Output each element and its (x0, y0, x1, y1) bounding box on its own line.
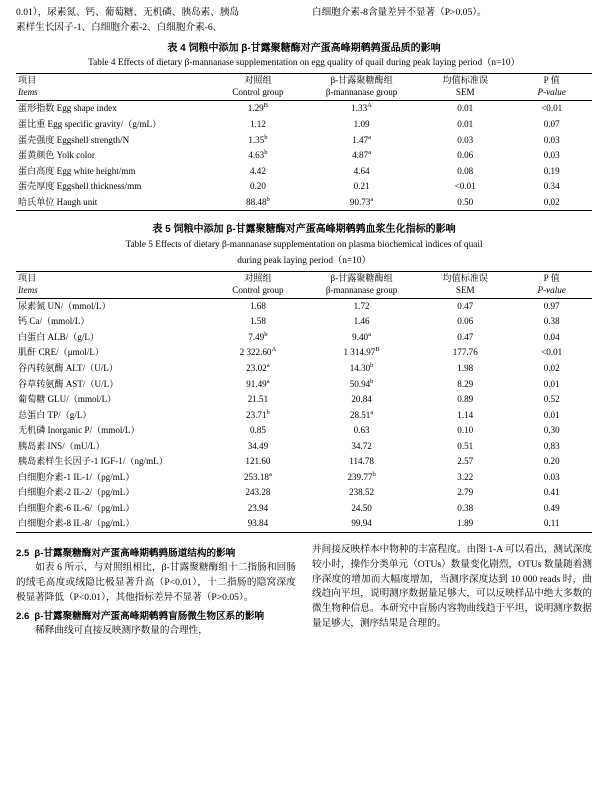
cell-treatment: 1.72 (353, 300, 370, 311)
cell-sem: 177.76 (452, 347, 478, 358)
cell-pvalue: 0.04 (543, 331, 560, 342)
table5-title-en-line2: during peak laying period（n=10） (237, 255, 371, 266)
cell-treatment: 99.94 (351, 518, 372, 529)
table4-block (0, 42, 608, 211)
table5-body (16, 298, 592, 532)
table-row (16, 392, 592, 408)
cell-item: 蛋壳厚度 Eggshell thickness/mm (18, 181, 142, 192)
cell-sem: 0.47 (457, 331, 474, 342)
cell-item: 葡萄糖 GLU/（mmol/L） (18, 394, 117, 405)
cell-treatment: 1.46 (353, 316, 370, 327)
cell-item: 无机磷 Inorganic P/（mmol/L） (18, 425, 140, 436)
cell-sem: 0.06 (457, 316, 474, 327)
cell-treatment: 114.78 (349, 456, 374, 467)
cell-pvalue: 0.52 (543, 394, 560, 405)
cell-treatment: 1.09 (353, 118, 370, 129)
bottom-left-column (16, 543, 296, 639)
cell-sem: 0.01 (457, 103, 474, 114)
table-row (16, 163, 592, 179)
cell-item: 蛋比重 Egg specific gravity/（g/mL） (18, 118, 162, 129)
cell-pvalue: 0.01 (543, 378, 560, 389)
table-row (16, 195, 592, 211)
cell-pvalue: 0.41 (543, 487, 560, 498)
cell-item: 谷丙转氨酶 ALT/（U/L） (18, 362, 118, 373)
cell-control: 253.18$^a$ (243, 470, 272, 482)
cell-treatment: 239.77$^b$ (347, 470, 376, 482)
cell-control: 21.51 (247, 394, 269, 405)
cell-treatment: 4.64 (353, 165, 370, 176)
table4 (16, 73, 592, 211)
cell-control: $1.29^B$ (247, 102, 269, 114)
cell-treatment: 4.87$^a$ (352, 149, 372, 161)
cell-sem: 1.89 (457, 518, 474, 529)
cell-item: 白细胞介素-1 IL-1/（pg/mL） (18, 471, 135, 482)
cell-item: 钙 Ca/（mmol/L） (18, 316, 90, 327)
table4-col-pvalue: P 值 P-value (537, 75, 566, 98)
cell-sem: 2.79 (457, 487, 474, 498)
cell-treatment: 90.73$^a$ (349, 195, 374, 207)
cell-treatment: 1.47$^a$ (352, 133, 372, 145)
cell-sem: 0.38 (457, 502, 474, 513)
table-row (16, 148, 592, 164)
cell-control: 4.42 (249, 165, 266, 176)
bottom-text-block (0, 533, 608, 639)
table5-col-items: 项目 Items (18, 272, 38, 295)
cell-control: 243.28 (245, 487, 271, 498)
table5-col-treatment: β-甘露聚糖酶组 β-mannanase group (325, 272, 398, 295)
table-row (16, 516, 592, 532)
section-2-5-heading (16, 547, 296, 560)
top-text-block (0, 0, 608, 36)
cell-item: 蛋黄颜色 Yolk color (18, 150, 95, 161)
cell-sem: 3.22 (457, 471, 474, 482)
cell-pvalue: 0.38 (543, 316, 560, 327)
table5-header (16, 271, 592, 298)
cell-item: 蛋形指数 Egg shape index (18, 103, 117, 114)
section-2-5-title: β-甘露聚糖酶对产蛋高峰期鹌鹑肠道结构的影响 (34, 547, 236, 559)
cell-control: 93.84 (247, 518, 269, 529)
table-row (16, 101, 592, 117)
cell-pvalue: 0.30 (543, 425, 560, 436)
section-2-6-heading (16, 610, 296, 623)
cell-control: 121.60 (245, 456, 271, 467)
cell-control: 23.02$^a$ (246, 361, 270, 373)
table-row (16, 470, 592, 486)
table-row (16, 485, 592, 501)
cell-pvalue: 0.03 (543, 150, 560, 161)
cell-treatment: 24.50 (351, 502, 372, 513)
cell-pvalue: 0.83 (543, 440, 560, 451)
cell-control: 1.12 (249, 118, 266, 129)
section-2-6-title: β-甘露聚糖酶对产蛋高峰期鹌鹑盲肠微生物区系的影响 (34, 610, 265, 622)
cell-treatment: 50.94$^b$ (349, 377, 374, 389)
cell-sem: 0.03 (457, 134, 474, 145)
top-text-line: 素样生长因子-1、白细胞介素-2、白细胞介素-6、 (16, 21, 223, 33)
cell-sem: 0.08 (457, 165, 474, 176)
cell-item: 白细胞介素-6 IL-6/（pg/mL） (18, 502, 135, 513)
cell-item: 蛋壳强度 Eggshell strength/N (18, 134, 130, 145)
cell-item: 白细胞介素-2 IL-2/（pg/mL） (18, 487, 135, 498)
table4-title-cn: 表 4 饲粮中添加 β-甘露聚糖酶对产蛋高峰期鹌鹑蛋品质的影响 (167, 42, 441, 54)
bottom-right-column (312, 543, 592, 639)
cell-sem: <0.01 (454, 181, 476, 192)
cell-item: 谷草转氨酶 AST/（U/L） (18, 378, 119, 389)
table4-header-row (16, 74, 592, 101)
table-row (16, 361, 592, 377)
table-row (16, 454, 592, 470)
cell-sem: 0.10 (457, 425, 474, 436)
section-2-6-number: 2.6 (16, 610, 30, 622)
cell-treatment: 14.30$^b$ (349, 361, 374, 373)
cell-control: 2 $322.60^A$ (239, 346, 277, 358)
cell-control: 91.49$^a$ (246, 377, 270, 389)
cell-item: 蛋白高度 Egg white height/mm (18, 165, 136, 176)
table5-col-pvalue: P 值 P-value (537, 272, 566, 295)
cell-sem: 0.89 (457, 394, 474, 405)
cell-control: 34.49 (247, 440, 269, 451)
cell-control: 0.85 (249, 425, 266, 436)
cell-treatment: 20.84 (351, 394, 372, 405)
cell-sem: 0.06 (457, 150, 474, 161)
cell-pvalue: <0.01 (541, 347, 563, 358)
table-row (16, 314, 592, 330)
cell-item: 哈氏单位 Haugh unit (18, 196, 98, 207)
table4-body (16, 101, 592, 211)
cell-treatment: 34.72 (351, 440, 372, 451)
table-row (16, 179, 592, 195)
cell-control: 1.58 (249, 316, 266, 327)
table4-col-control: 对照组 Control group (232, 75, 284, 98)
cell-treatment: $1.33^A$ (351, 102, 372, 114)
cell-pvalue: 0.49 (543, 502, 560, 513)
table4-col-sem: 均值标准误 SEM (442, 75, 488, 98)
cell-pvalue: 0.07 (543, 118, 560, 129)
table-row (16, 298, 592, 314)
cell-sem: 1.98 (457, 362, 474, 373)
table-row (16, 407, 592, 423)
section-2-6-body-continued: 并间接反映样本中物种的丰富程度。由图 1-A 可以看出，测试深度较小时，操作分类单元（OTUs）数量变化剧烈，OTUs 数量随着测序深度的增加而大幅度增加，当测序深度达到 10 000 reads 时，曲线趋向平坦，说明测序数据量足够大，可以反映样品中绝大多数的微生物种信息。本研究中盲肠内容物曲线趋于平坦，说明测序数据量足够大，测序结果是合理的。 (312, 543, 592, 630)
cell-item: 胰岛素 INS/（mU/L） (18, 440, 105, 451)
cell-treatment: 9.40$^a$ (352, 330, 372, 342)
cell-sem: 0.47 (457, 300, 474, 311)
cell-pvalue: 0.34 (543, 181, 560, 192)
top-text-line: 白细胞介素-8含量差异不显著（P>0.05）。 (312, 7, 487, 18)
table-row (16, 117, 592, 133)
table-row (16, 439, 592, 455)
table-row (16, 423, 592, 439)
cell-pvalue: 0.19 (543, 165, 560, 176)
top-text-line: 0.01），尿素氮、钙、葡萄糖、无机磷、胰岛素、胰岛 (16, 7, 240, 18)
section-2-6-body: 稀释曲线可直接反映测序数量的合理性， (35, 625, 208, 637)
cell-sem: 0.51 (457, 440, 474, 451)
table5-title-cn: 表 5 饲粮中添加 β-甘露聚糖酶对产蛋高峰期鹌鹑血浆生化指标的影响 (152, 224, 456, 236)
cell-sem: 0.01 (457, 118, 474, 129)
cell-pvalue: 0.97 (543, 300, 560, 311)
section-2-5-body: 如表 6 所示，与对照组相比，β-甘露聚糖酶组十二指肠和回肠的绒毛高度或绒隐比极显著升高（P<0.01），十二指肠的隐窝深度极显著降低（P<0.01），其他指标差异不显著（P>0.05）。 (16, 562, 296, 603)
cell-item: 白蛋白 ALB/（g/L） (18, 331, 100, 342)
cell-pvalue: <0.01 (541, 103, 563, 114)
table-row (16, 132, 592, 148)
table4-col-items: 项目 Items (18, 75, 38, 98)
table4-col-treatment: β-甘露聚糖酶组 β-mannanase group (325, 75, 398, 98)
cell-item: 总蛋白 TP/（g/L） (18, 409, 92, 420)
cell-pvalue: 0.20 (543, 456, 560, 467)
section-2-5-number: 2.5 (16, 547, 30, 559)
top-text-right-column (312, 6, 592, 36)
cell-pvalue: 0.02 (543, 196, 560, 207)
cell-item: 尿素氮 UN/（mmol/L） (18, 300, 111, 311)
cell-control: 1.68 (249, 300, 266, 311)
cell-control: 23.71$^b$ (246, 408, 270, 420)
table-row (16, 376, 592, 392)
cell-item: 肌酐 CRE/（μmol/L） (18, 347, 104, 358)
cell-treatment: 28.51$^a$ (349, 408, 374, 420)
cell-pvalue: 0.01 (543, 409, 560, 420)
cell-sem: 8.29 (457, 378, 474, 389)
cell-sem: 0.50 (457, 196, 474, 207)
cell-item: 胰岛素样生长因子-1 IGF-1/（ng/mL） (18, 456, 168, 467)
cell-pvalue: 0.03 (543, 134, 560, 145)
cell-sem: 2.57 (457, 456, 474, 467)
cell-treatment: 238.52 (349, 487, 375, 498)
table5 (16, 271, 592, 533)
cell-item: 白细胞介素-8 IL-8/（pg/mL） (18, 518, 135, 529)
cell-treatment: 0.21 (353, 181, 370, 192)
table4-header (16, 74, 592, 101)
cell-control: 23.94 (247, 502, 269, 513)
top-text-left-column (16, 6, 296, 36)
cell-control: 7.49$^b$ (248, 330, 268, 342)
cell-control: 1.35$^b$ (248, 133, 268, 145)
cell-sem: 1.14 (457, 409, 474, 420)
cell-pvalue: 0.03 (543, 471, 560, 482)
cell-pvalue: 0.11 (543, 518, 560, 529)
cell-control: 0.20 (249, 181, 266, 192)
cell-pvalue: 0.02 (543, 362, 560, 373)
cell-control: 4.63$^b$ (248, 149, 268, 161)
table5-title-en-line1: Table 5 Effects of dietary β-mannanase supplementation on plasma biochemical indices of quail (125, 239, 483, 250)
table5-block (0, 223, 608, 533)
cell-control: 88.48$^b$ (246, 195, 270, 207)
table-row (16, 345, 592, 361)
table-row (16, 501, 592, 517)
table5-col-sem: 均值标准误 SEM (442, 272, 488, 295)
cell-treatment: 0.63 (353, 425, 370, 436)
table4-title-en: Table 4 Effects of dietary β-mannanase supplementation on egg quality of quail during peak laying period（n=10） (88, 58, 520, 69)
cell-treatment: 1 $314.97^B$ (343, 346, 380, 358)
table5-header-row (16, 271, 592, 298)
table-row (16, 330, 592, 346)
table5-col-control: 对照组 Control group (232, 272, 284, 295)
